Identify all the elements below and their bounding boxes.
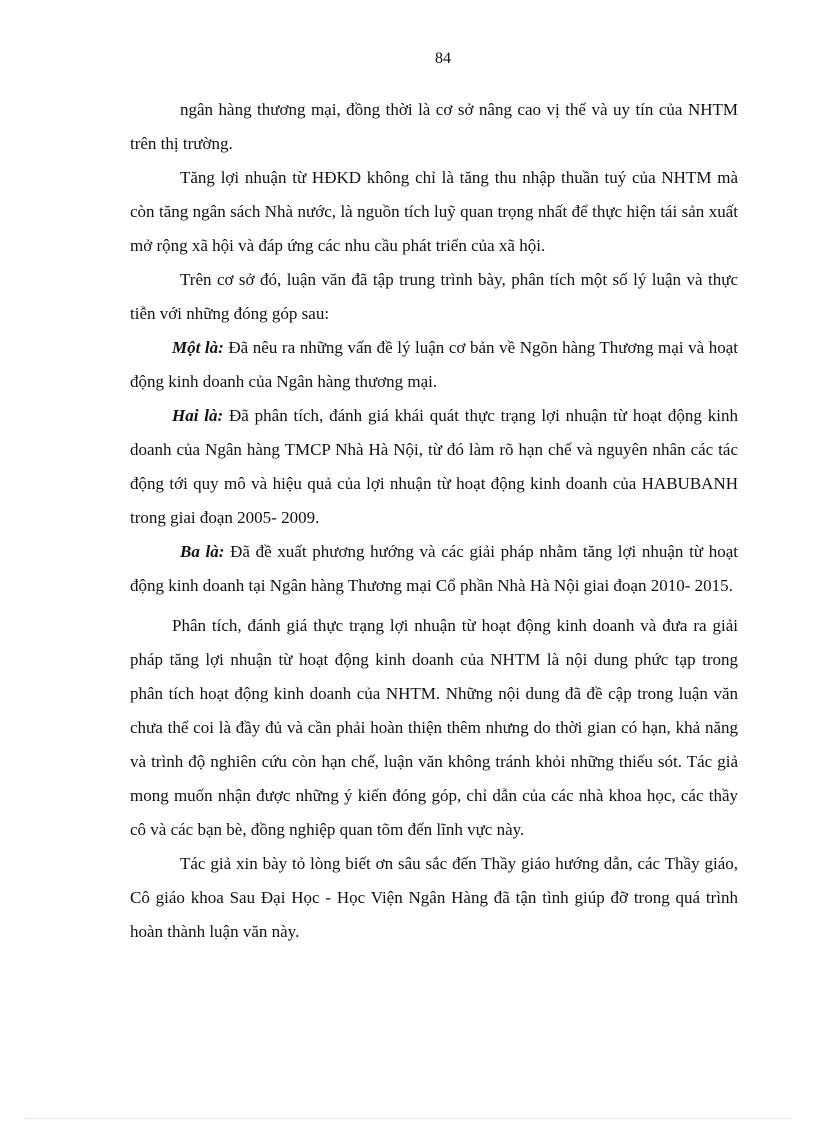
contribution-3-label: Ba là: bbox=[180, 542, 225, 561]
contribution-1-label: Một là: bbox=[172, 338, 224, 357]
contribution-2 bbox=[130, 399, 738, 535]
paragraph-1: ngân hàng thương mại, đồng thời là cơ sở nâng cao vị thế và uy tín của NHTM trên thị trường. bbox=[130, 100, 738, 153]
contribution-1 bbox=[130, 331, 738, 399]
contribution-2-label: Hai là: bbox=[172, 406, 224, 425]
contribution-2-text: Đã phân tích, đánh giá khái quát thực trạng lợi nhuận từ hoạt động kinh doanh của Ngân hàng TMCP Nhà Hà Nội, từ đó làm rõ hạn chế và nguyên nhân các tác động tới quy mô và hiệu quả của lợi nhuận từ hoạt động kinh doanh của HABUBANH trong giai đoạn 2005- 2009. bbox=[130, 406, 738, 527]
paragraph-3: Trên cơ sở đó, luận văn đã tập trung trình bày, phân tích một số lý luận và thực tiễn với những đóng góp sau: bbox=[130, 270, 738, 323]
document-body bbox=[130, 93, 738, 949]
page-number: 84 bbox=[435, 50, 451, 67]
contribution-3-text: Đã đề xuất phương hướng và các giải pháp nhằm tăng lợi nhuận từ hoạt động kinh doanh tại Ngân hàng Thương mại Cổ phần Nhà Hà Nội giai đoạn 2010- 2015. bbox=[130, 542, 738, 595]
contribution-1-text: Đã nêu ra những vấn đề lý luận cơ bản về Ngõn hàng Thương mại và hoạt động kinh doanh của Ngân hàng thương mại. bbox=[130, 338, 739, 391]
contribution-3 bbox=[130, 535, 738, 603]
paragraph-acknowledgement: Tác giả xin bày tỏ lòng biết ơn sâu sắc đến Thầy giáo hướng dẫn, các Thầy giáo, Cô giáo khoa Sau Đại Học - Học Viện Ngân Hàng đã tận tình giúp đỡ trong quá trình hoàn thành luận văn này. bbox=[130, 854, 738, 941]
paragraph-conclusion: Phân tích, đánh giá thực trạng lợi nhuận từ hoạt động kinh doanh và đưa ra giải pháp tăng lợi nhuận từ hoạt động kinh doanh của NHTM là nội dung phức tạp trong phân tích hoạt động kinh doanh của NHTM. Những nội dung đã đề cập trong luận văn chưa thể coi là đầy đủ và cần phải hoàn thiện thêm nhưng do thời gian có hạn, khả năng và trình độ nghiên cứu còn hạn chế, luận văn không tránh khỏi những thiếu sót. Tác giả mong muốn nhận được những ý kiến đóng góp, chỉ dẫn của các nhà khoa học, các thầy cô và các bạn bè, đồng nghiệp quan tõm đến lĩnh vực này. bbox=[130, 616, 738, 839]
page-bottom-divider bbox=[24, 1118, 792, 1119]
paragraph-2: Tăng lợi nhuận từ HĐKD không chỉ là tăng thu nhập thuần tuý của NHTM mà còn tăng ngân sách Nhà nước, là nguồn tích luỹ quan trọng nhất để thực hiện tái sản xuất mở rộng xã hội và đáp ứng các nhu cầu phát triển của xã hội. bbox=[130, 168, 738, 255]
